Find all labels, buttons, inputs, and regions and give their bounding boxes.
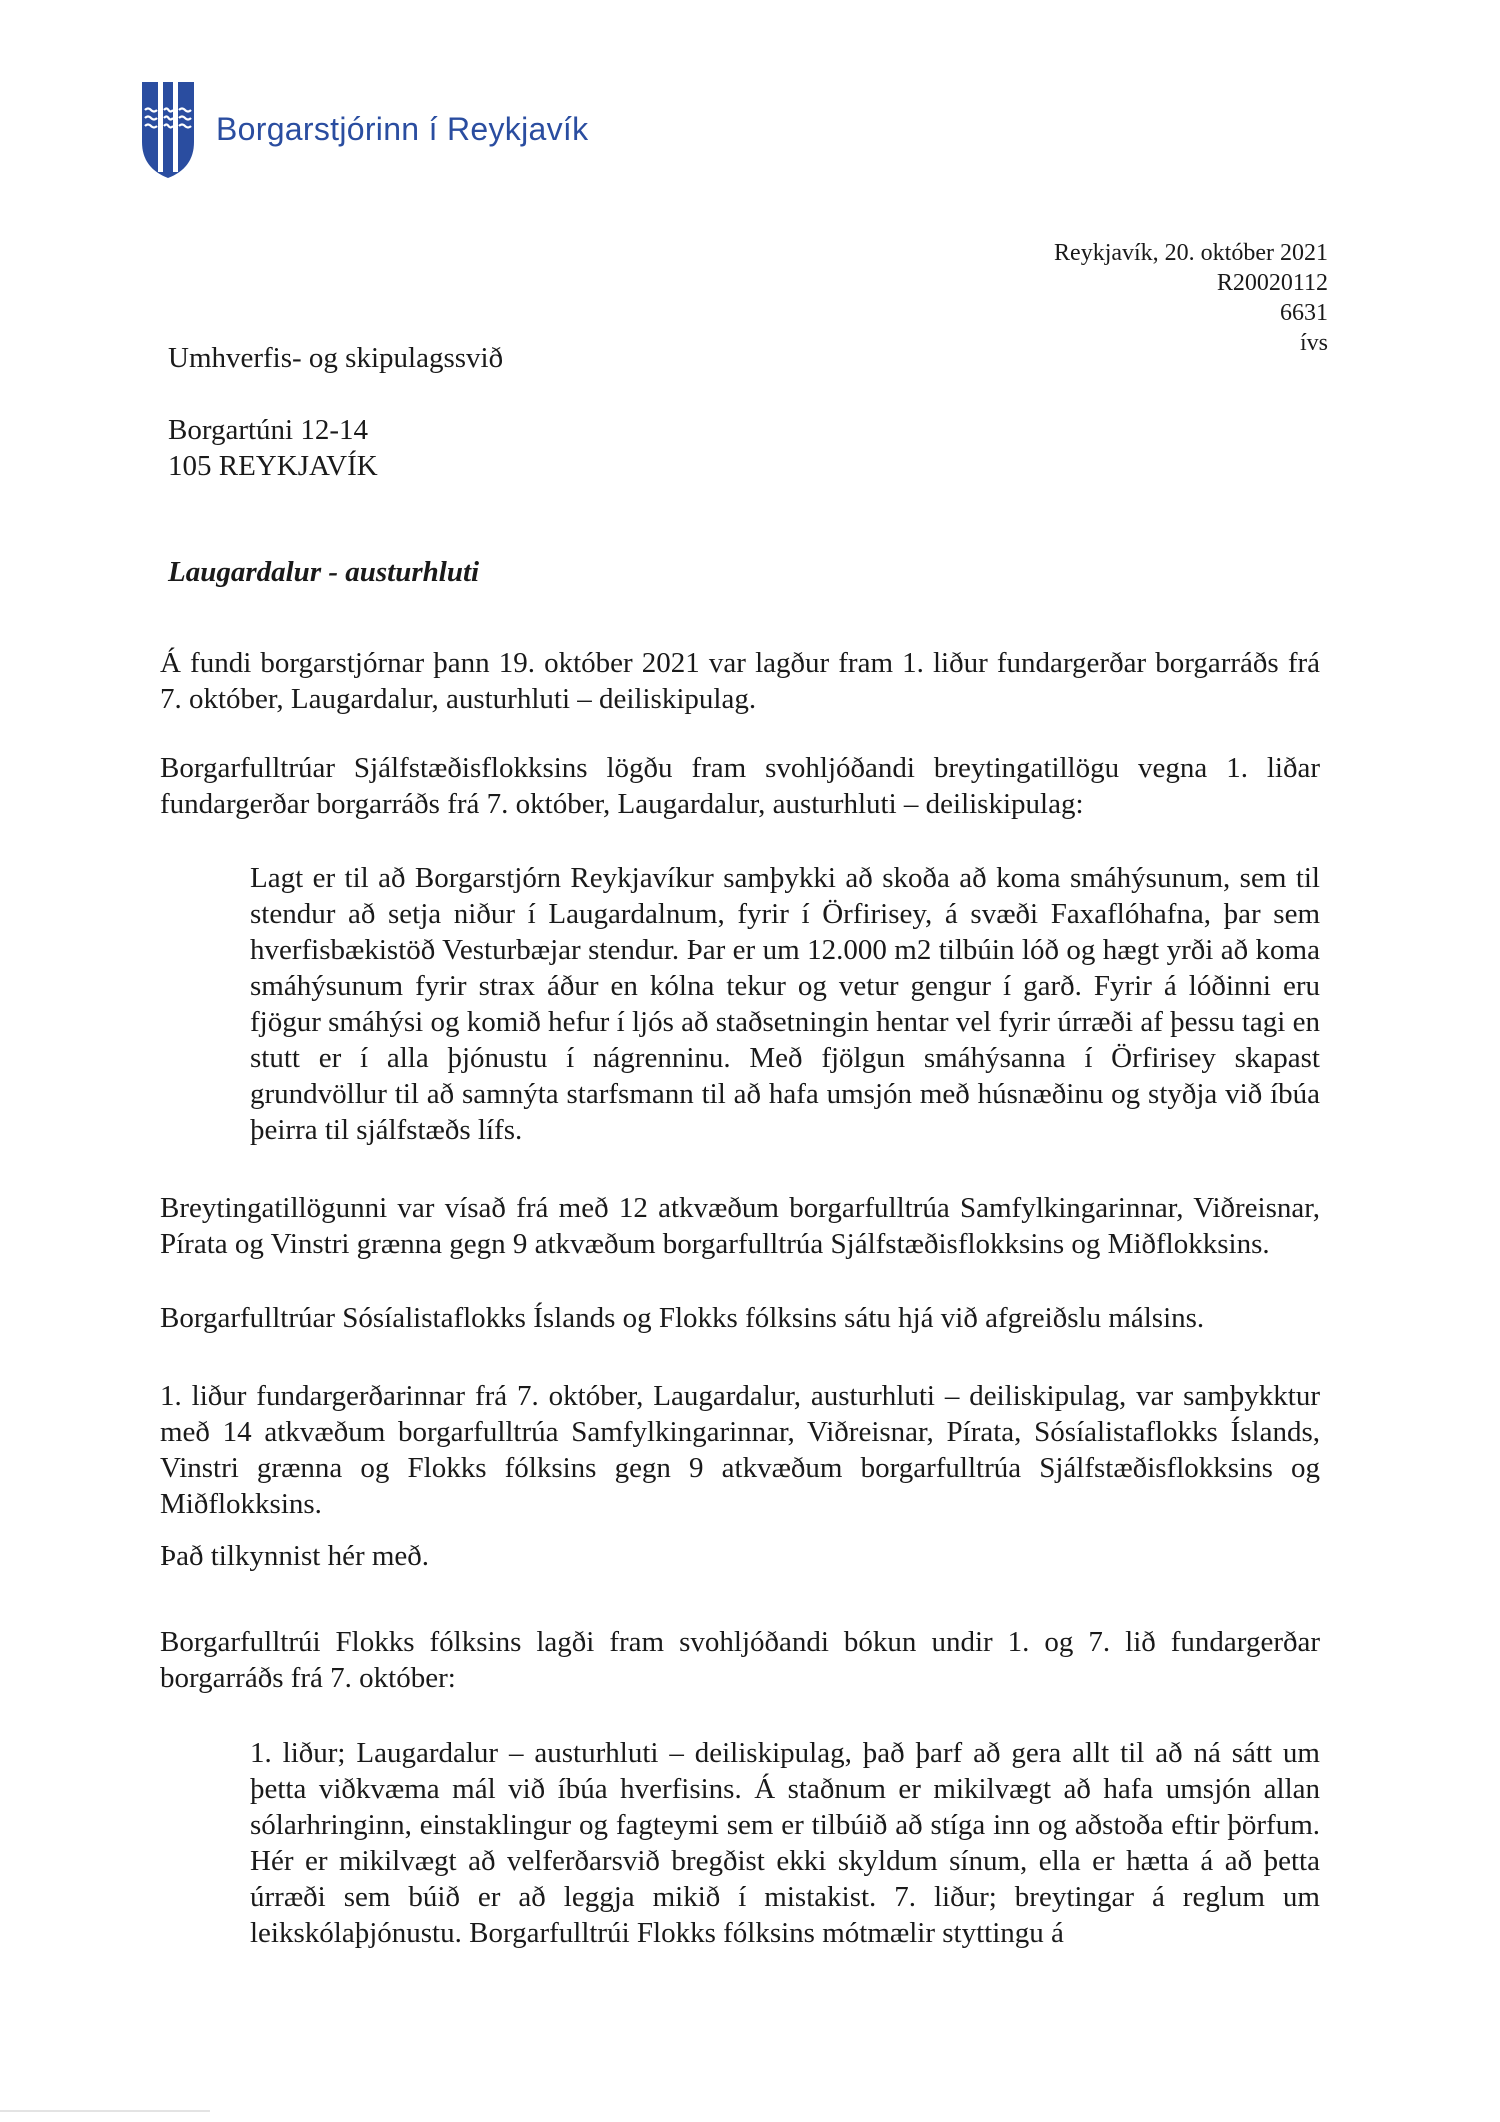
address-city: 105 REYKJAVÍK <box>168 450 378 482</box>
paragraph: Borgarfulltrúar Sjálfstæðisflokksins lögðu fram svohljóðandi breytingatillögu vegna 1. liðar fundargerðar borgarráðs frá 7. október, Laugardalur, austurhluti – deiliskipulag: <box>160 752 1320 820</box>
paragraph: Breytingatillögunni var vísað frá með 12 atkvæðum borgarfulltrúa Samfylkingarinnar, Viðreisnar, Pírata og Vinstri grænna gegn 9 atkvæðum borgarfulltrúa Sjálfstæðisflokksins og Miðflokksins. <box>160 1192 1320 1260</box>
address-street: Borgartúni 12-14 <box>168 414 369 446</box>
reykjavik-crest-icon <box>140 80 196 180</box>
recipient-address <box>168 412 378 484</box>
letter-subject: Laugardalur - austurhluti <box>168 556 480 588</box>
paragraph: 1. liður fundargerðarinnar frá 7. október, Laugardalur, austurhluti – deiliskipulag, var samþykktur með 14 atkvæðum borgarfulltrúa Samfylkingarinnar, Viðreisnar, Pírata, Sósíalistaflokks Íslands, Vinstri grænna og Flokks fólksins gegn 9 atkvæðum borgarfulltrúa Sjálfstæðisflokksins og Miðflokksins. <box>160 1380 1320 1520</box>
paragraph: Borgarfulltrúi Flokks fólksins lagði fram svohljóðandi bókun undir 1. og 7. lið fundargerðar borgarráðs frá 7. október: <box>160 1626 1320 1694</box>
scan-edge-divider <box>0 2110 210 2112</box>
paragraph: Það tilkynnist hér með. <box>160 1540 430 1572</box>
organization-name: Borgarstjórinn í Reykjavík <box>216 110 589 147</box>
reference-block <box>1054 238 1328 358</box>
initials: ívs <box>1299 330 1328 356</box>
place-date: Reykjavík, 20. október 2021 <box>1054 240 1328 266</box>
letterhead <box>140 80 588 180</box>
case-number: R20020112 <box>1216 270 1328 296</box>
quoted-proposal: Lagt er til að Borgarstjórn Reykjavíkur samþykki að skoða að koma smáhýsunum, sem til stendur að setja niður í Laugardalnum, fyrir í Örfirisey, á svæði Faxaflóhafna, þar sem hverfisbækistöð Vesturbæjar stendur. Þar er um 12.000 m2 tilbúin lóð og hægt yrði að koma smáhýsunum fyrir strax áður en kólna tekur og vetur gengur í garð. Fyrir á lóðinni eru fjögur smáhýsi og komið hefur í ljós að staðsetningin hentar vel fyrir úrræði af þessu tagi en stutt er í alla þjónustu í nágrenninu. Með fjölgun smáhýsanna í Örfirisey skapast grundvöllur til að samnýta starfsmann til að hafa umsjón með húsnæðinu og styðja við íbúa þeirra til sjálfstæðs lífs. <box>250 862 1320 1146</box>
reference-number: 6631 <box>1280 300 1328 326</box>
paragraph: Borgarfulltrúar Sósíalistaflokks Íslands og Flokks fólksins sátu hjá við afgreiðslu málsins. <box>160 1302 1205 1334</box>
recipient-name: Umhverfis- og skipulagssvið <box>168 342 504 374</box>
quoted-statement: 1. liður; Laugardalur – austurhluti – deiliskipulag, það þarf að gera allt til að ná sátt um þetta viðkvæma mál við íbúa hverfisins. Á staðnum er mikilvægt að hafa umsjón allan sólarhringinn, einstaklingur og fagteymi sem er tilbúið að stíga inn og aðstoða eftir þörfum. Hér er mikilvægt að velferðarsvið bregðist ekki skyldum sínum, ella er hætta á að þetta úrræði sem búið er að leggja mikið í mistakist. 7. liður; breytingar á reglum um leikskólaþjónustu. Borgarfulltrúi Flokks fólksins mótmælir styttingu á <box>250 1737 1320 1949</box>
paragraph: Á fundi borgarstjórnar þann 19. október 2021 var lagður fram 1. liður fundargerðar borgarráðs frá 7. október, Laugardalur, austurhluti – deiliskipulag. <box>160 647 1320 715</box>
